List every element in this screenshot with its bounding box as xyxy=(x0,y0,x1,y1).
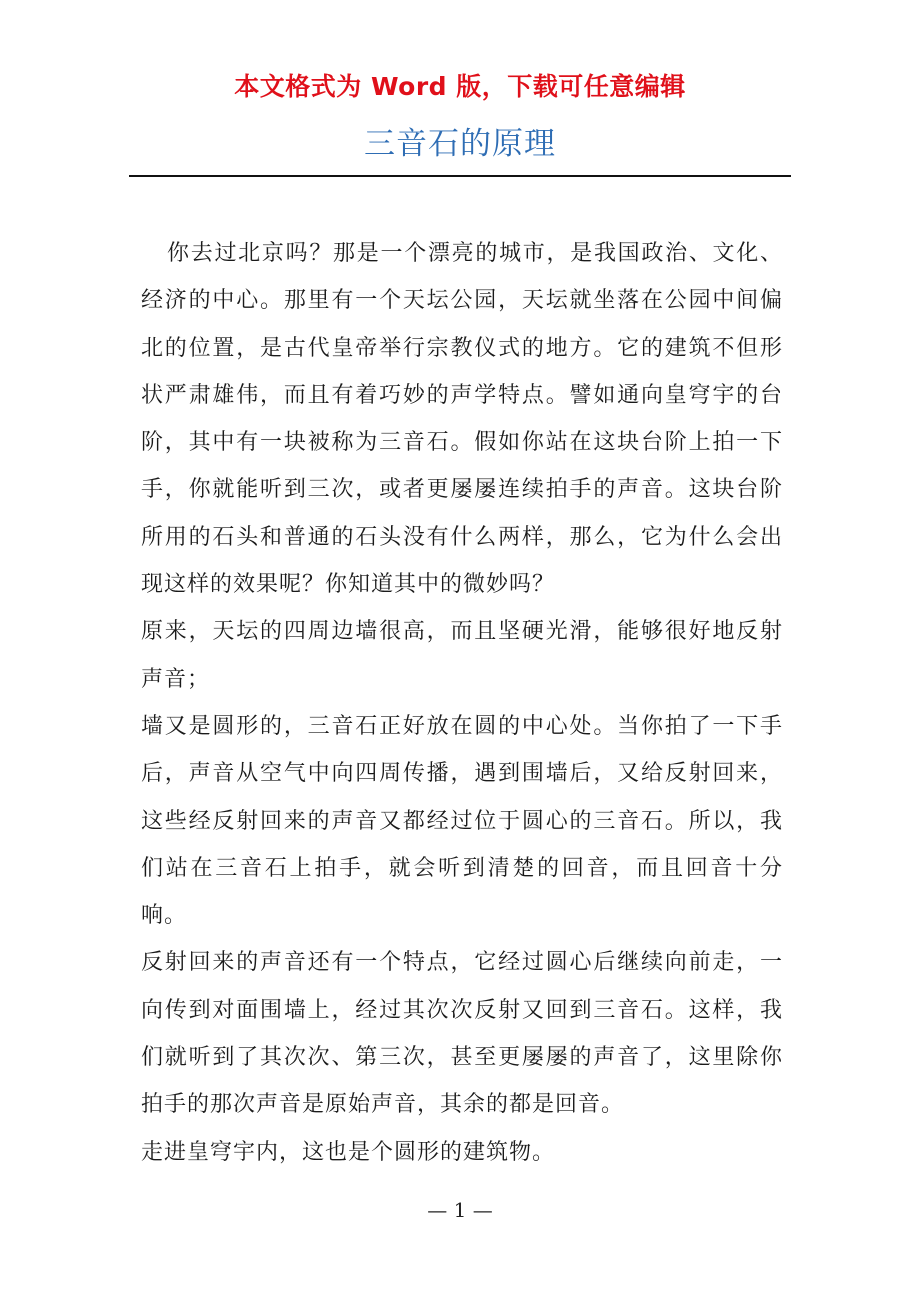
paragraph-wall: 原来，天坛的四周边墙很高，而且坚硬光滑，能够很好地反射声音； xyxy=(141,619,783,692)
paragraph-reflection: 反射回来的声音还有一个特点，它经过圆心后继续向前走，一向传到对面围墙上，经过其次次反射又回到三音石。这样，我们就听到了其次次、第三次，甚至更屡屡的声音了，这里除你拍手的那次声音是原始声音，其余的都是回音。 xyxy=(141,950,783,1118)
page-number: — 1 — xyxy=(427,1198,493,1222)
paragraph-circle: 墙又是圆形的，三音石正好放在圆的中心处。当你拍了一下手后，声音从空气中向四周传播，遇到围墙后，又给反射回来，这些经反射回来的声音又都经过位于圆心的三音石。所以，我们站在三音石上拍手，就会听到清楚的回音，而且回音十分响。 xyxy=(141,713,783,929)
page-title: 三音石的原理 xyxy=(364,126,556,162)
document-body xyxy=(141,230,783,1176)
format-notice: 本文格式为 Word 版，下载可任意编辑 xyxy=(234,72,686,101)
paragraph-huangqiongyu: 走进皇穹宇内，这也是个圆形的建筑物。 xyxy=(141,1139,556,1165)
paragraph-intro: 你去过北京吗？那是一个漂亮的城市，是我国政治、文化、经济的中心。那里有一个天坛公园，天坛就坐落在公园中间偏北的位置，是古代皇帝举行宗教仪式的地方。它的建筑不但形状严肃雄伟，而且有着巧妙的声学特点。譬如通向皇穹宇的台阶，其中有一块被称为三音石。假如你站在这块台阶上拍一下手，你就能听到三次，或者更屡屡连续拍手的声音。这块台阶所用的石头和普通的石头没有什么两样，那么，它为什么会出现这样的效果呢？你知道其中的微妙吗？ xyxy=(141,241,783,598)
title-divider xyxy=(129,175,791,177)
